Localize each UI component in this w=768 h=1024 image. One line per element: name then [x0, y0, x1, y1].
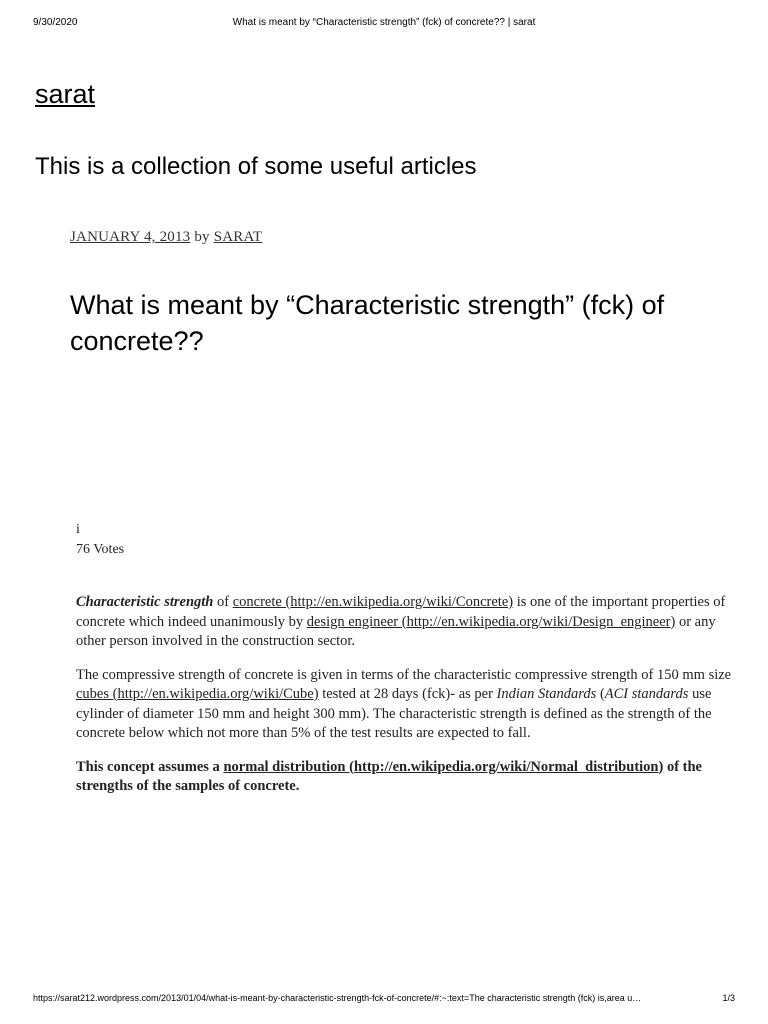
content-paragraph-1 [76, 593, 736, 652]
text-span: is one of the important properties of concrete which indeed unanimously by [76, 594, 726, 630]
text-span: of the strengths of the samples of concrete. [76, 758, 702, 794]
concrete-link[interactable]: concrete (http://en.wikipedia.org/wiki/Concrete) [232, 594, 514, 610]
text-span: This concept assumes a [76, 758, 224, 775]
rating-votes: 76 Votes [76, 542, 125, 557]
rating-widget [76, 521, 124, 561]
text-span: ( [596, 686, 605, 702]
print-page-number: 1/3 [722, 993, 735, 1003]
text-span: The compressive strength of concrete is given in terms of the characteristic compressive strength of 150 mm size [76, 666, 732, 683]
content-paragraph-2 [76, 666, 736, 744]
text-span: of [213, 594, 233, 610]
site-title-link[interactable]: sarat [35, 79, 96, 109]
indian-standards-text: Indian Standards [496, 686, 597, 702]
entry-title: What is meant by “Characteristic strength” (fck) of concrete?? [70, 290, 665, 356]
aci-standards-text: ACI standards [604, 686, 689, 702]
entry-author-link[interactable]: SARAT [213, 229, 263, 245]
text-span: or any other person involved in the construction sector. [76, 613, 716, 649]
entry-content [76, 593, 736, 811]
entry-by-text: by [194, 229, 210, 245]
text-span: use cylinder of diameter 150 mm and height 300 mm). The characteristic strength is defined as the strength of the concrete below which not more than 5% of the test results are expected to fall. [76, 686, 712, 741]
print-url: https://sarat212.wordpress.com/2013/01/04/what-is-meant-by-characteristic-strength-fck-of-concrete/#:~:text=The characteristic strength (fck) is,area u… [33, 993, 642, 1003]
content-paragraph-3 [76, 758, 736, 797]
print-footer [0, 993, 768, 1007]
entry-meta [70, 229, 262, 246]
text-span: tested at 28 days (fck)- as per [318, 686, 497, 702]
rating-info-icon[interactable]: i [76, 522, 80, 537]
print-date: 9/30/2020 [33, 17, 78, 28]
site-description: This is a collection of some useful articles [35, 153, 477, 180]
print-header [0, 17, 768, 33]
cubes-link[interactable]: cubes (http://en.wikipedia.org/wiki/Cube) [76, 686, 319, 702]
print-document-title: What is meant by “Characteristic strength” (fck) of concrete?? | sarat [232, 17, 536, 28]
design-engineer-link[interactable]: design engineer (http://en.wikipedia.org/wiki/Design_engineer) [306, 613, 676, 630]
term-characteristic-strength: Characteristic strength [76, 594, 214, 610]
entry-date-link[interactable]: JANUARY 4, 2013 [70, 229, 191, 245]
normal-distribution-link[interactable]: normal distribution (http://en.wikipedia.org/wiki/Normal_distribution) [223, 758, 664, 775]
